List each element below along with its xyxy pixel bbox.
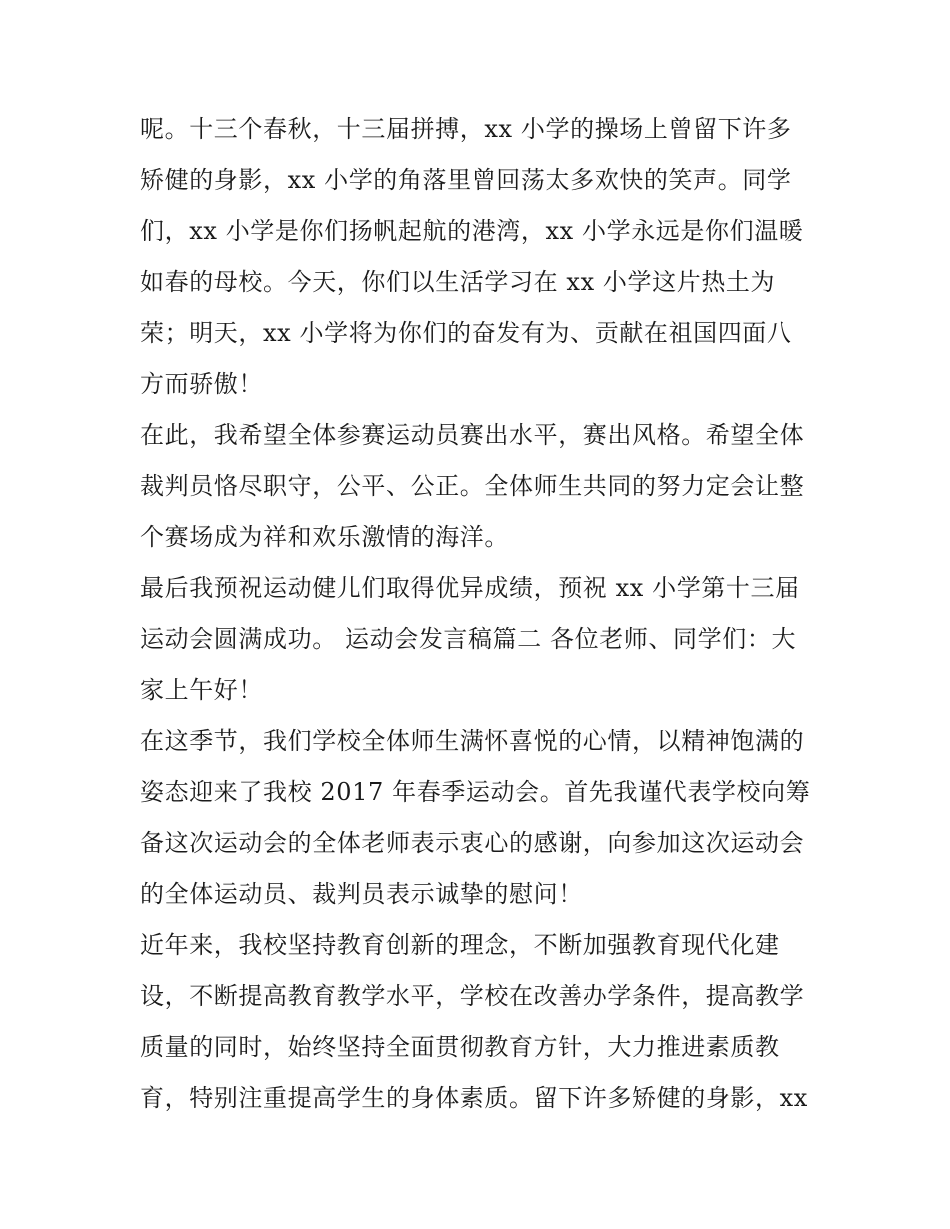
text-line: 在这季节，我们学校全体师生满怀喜悦的心情，以精神饱满的	[140, 727, 805, 755]
text-line: 质量的同时，始终坚持全面贯彻教育方针，大力推进素质教	[140, 1033, 780, 1061]
text-line: 裁判员恪尽职守，公平、公正。全体师生共同的努力定会让整	[140, 472, 805, 500]
text-line: 荣；明天，xx 小学将为你们的奋发有为、贡献在祖国四面八	[140, 319, 792, 347]
text-line: 姿态迎来了我校 2017 年春季运动会。首先我谨代表学校向筹	[140, 778, 811, 806]
text-line: 矫健的身影，xx 小学的角落里曾回荡太多欢快的笑声。同学	[140, 166, 792, 194]
text-line: 的全体运动员、裁判员表示诚挚的慰问！	[140, 880, 583, 908]
text-line: 方而骄傲！	[140, 370, 263, 398]
text-line: 在此，我希望全体参赛运动员赛出水平，赛出风格。希望全体	[140, 421, 805, 449]
text-line: 个赛场成为祥和欢乐激情的海洋。	[140, 523, 509, 551]
text-line: 如春的母校。今天，你们以生活学习在 xx 小学这片热土为	[140, 268, 776, 296]
text-line: 设，不断提高教育教学水平，学校在改善办学条件，提高教学	[140, 982, 805, 1010]
text-line: 最后我预祝运动健儿们取得优异成绩，预祝 xx 小学第十三届	[140, 574, 800, 602]
text-line: 呢。十三个春秋，十三届拼搏，xx 小学的操场上曾留下许多	[140, 115, 792, 143]
text-line: 家上午好！	[140, 676, 263, 704]
text-line: 育，特别注重提高学生的身体素质。留下许多矫健的身影，xx	[140, 1084, 808, 1112]
text-line: 近年来，我校坚持教育创新的理念，不断加强教育现代化建	[140, 931, 780, 959]
text-line: 们，xx 小学是你们扬帆起航的港湾，xx 小学永远是你们温暖	[140, 217, 804, 245]
text-line: 运动会圆满成功。 运动会发言稿篇二 各位老师、同学们：大	[140, 625, 797, 653]
document-body	[140, 104, 820, 1124]
text-line: 备这次运动会的全体老师表示衷心的感谢，向参加这次运动会	[140, 829, 805, 857]
